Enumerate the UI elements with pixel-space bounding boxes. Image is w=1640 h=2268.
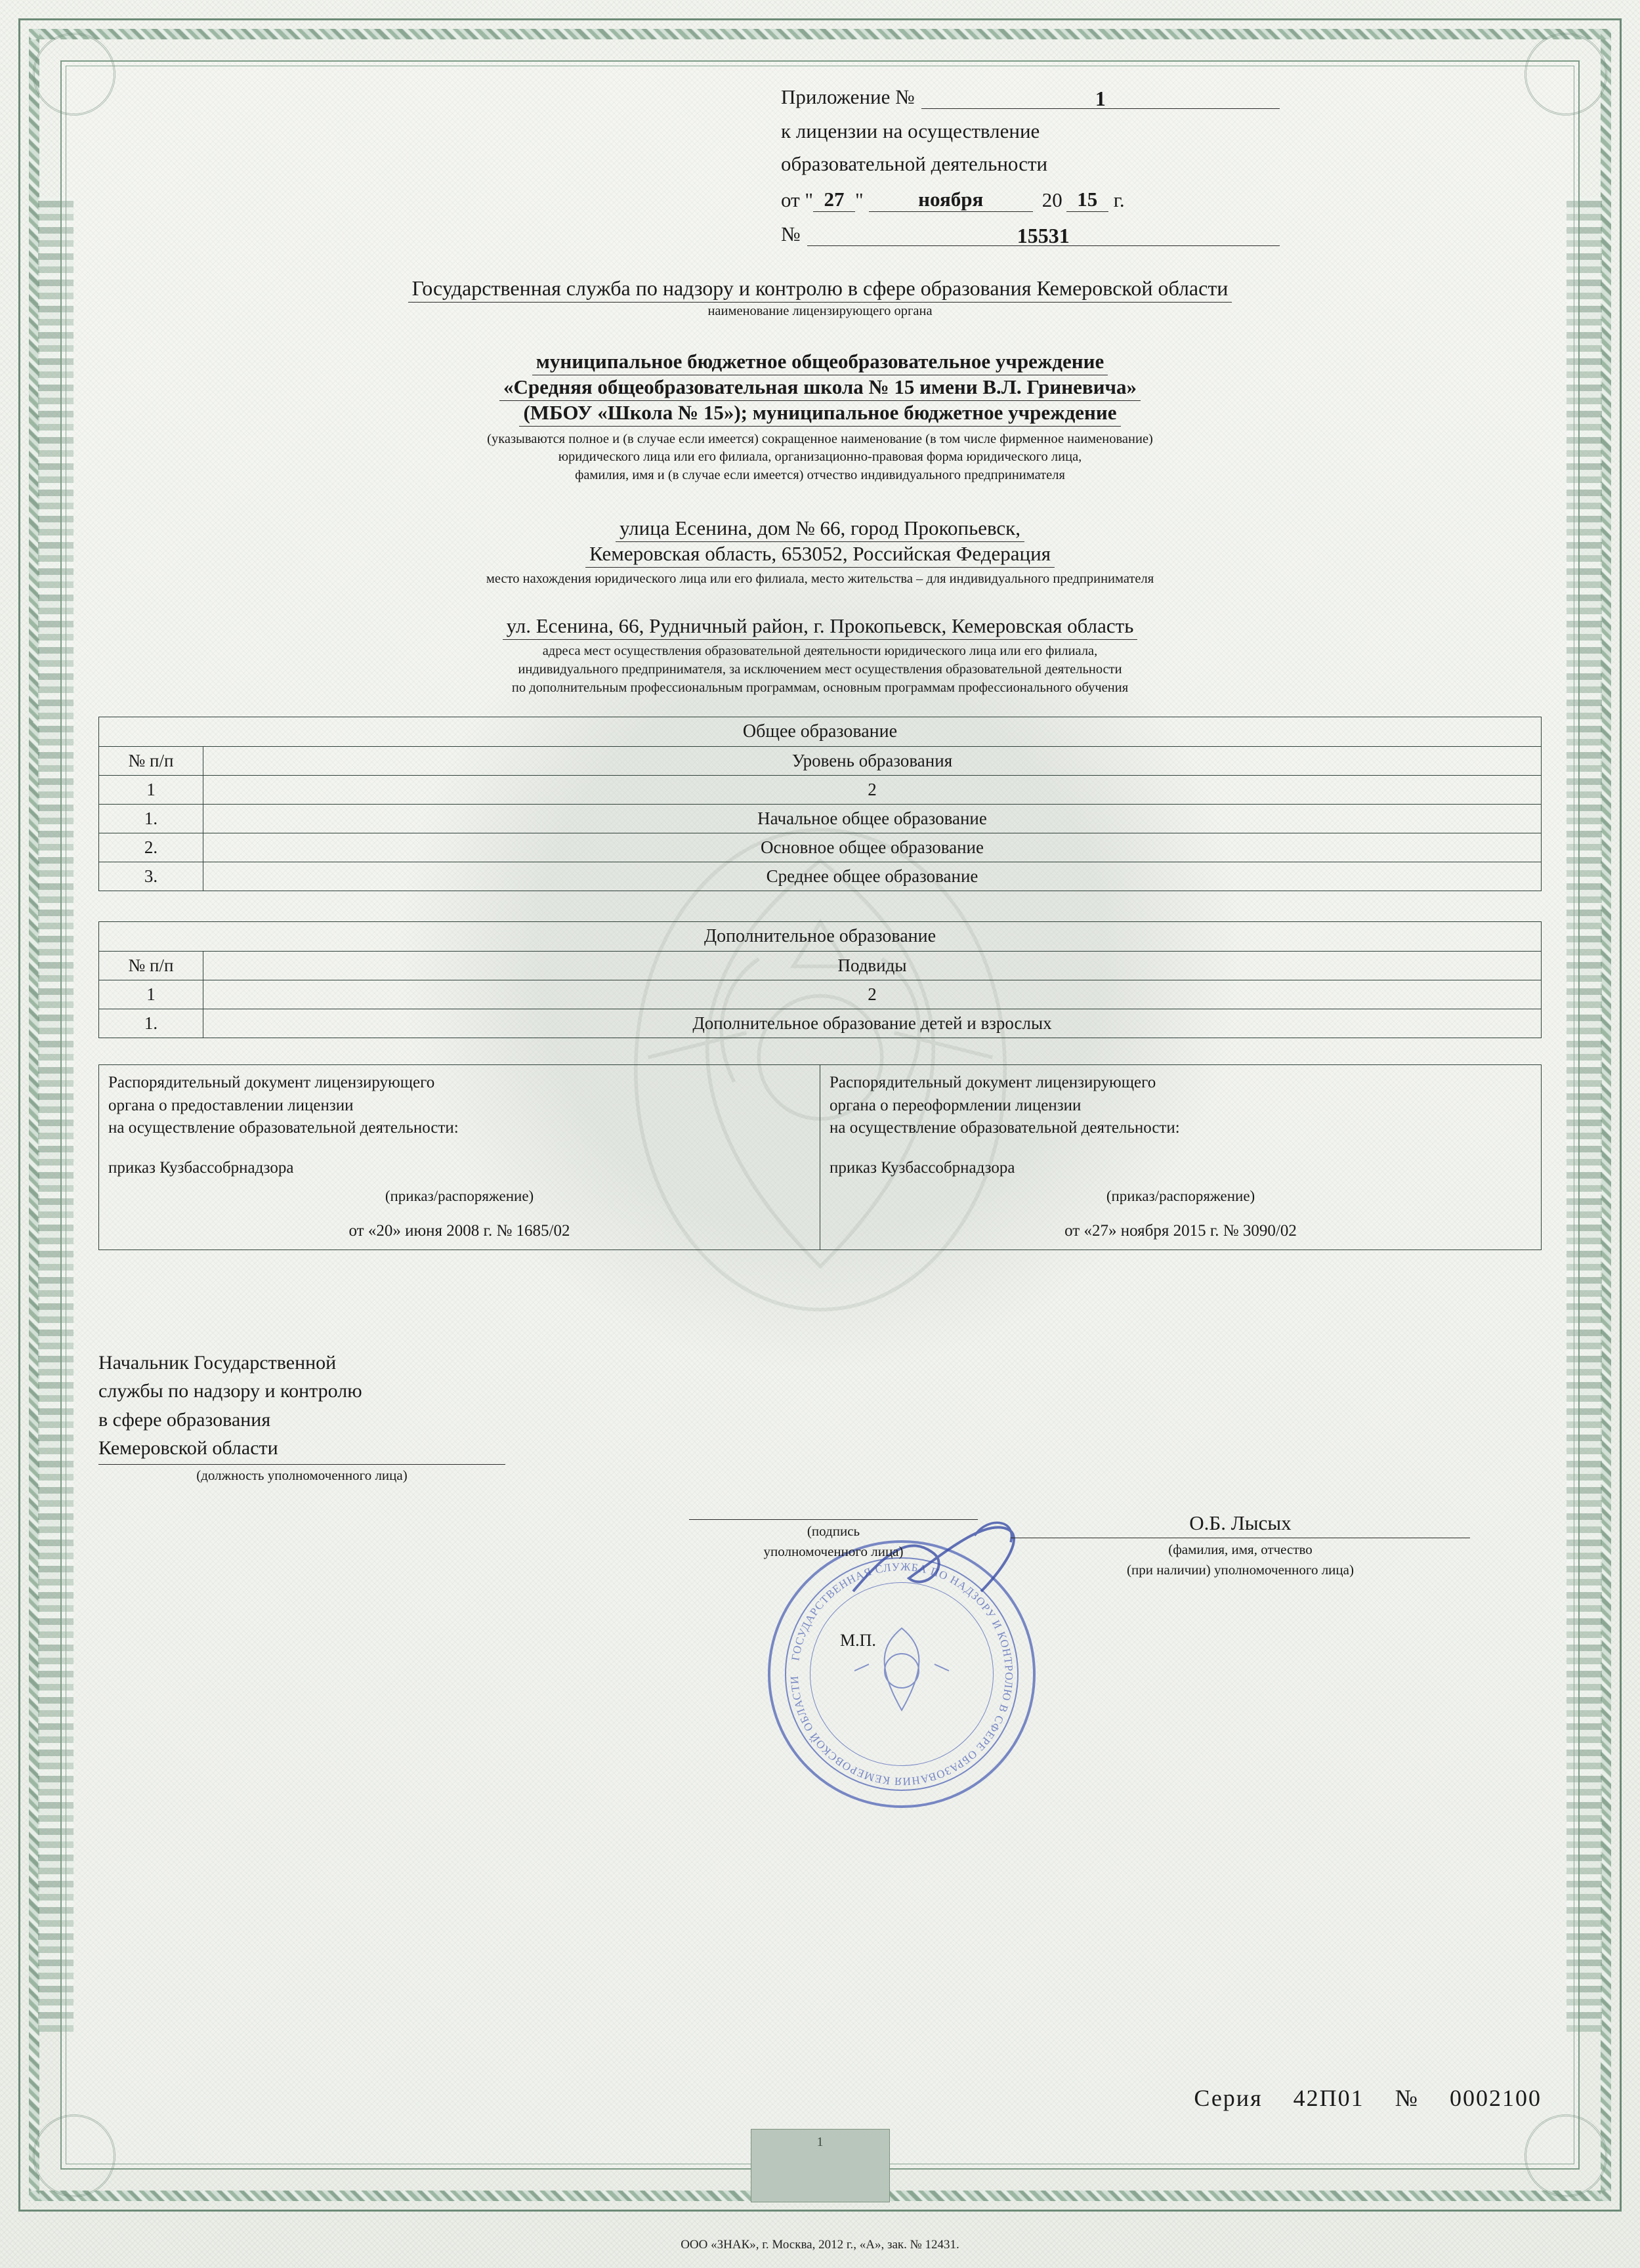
table-row: [99, 1065, 1542, 1186]
printer-note: ООО «ЗНАК», г. Москва, 2012 г., «А», зак. № 12431.: [681, 2238, 959, 2252]
number-label: №: [1395, 2085, 1419, 2111]
table-row: [99, 717, 1542, 747]
table-row: [99, 747, 1542, 776]
signature-underline: [689, 1518, 978, 1520]
general-numbering-1: 1: [99, 776, 203, 805]
position-line-2: службы по надзору и контролю: [98, 1380, 362, 1402]
activity-address-caption-3: по дополнительным профессиональным программам, основным программам профессионального обучения: [511, 680, 1129, 695]
table-row: [99, 1186, 1542, 1213]
general-row-no: 2.: [99, 833, 203, 862]
activity-line: образовательной деятельности: [781, 152, 1048, 175]
table-row: [99, 862, 1542, 891]
name-caption-1: (фамилия, имя, отчество: [1168, 1541, 1313, 1557]
organization-block: [98, 350, 1542, 485]
doc-right-date: от «27» ноября 2015 г. № 3090/02: [820, 1213, 1542, 1250]
general-row-no: 3.: [99, 862, 203, 891]
additional-numbering-2: 2: [203, 980, 1542, 1009]
date-year: 15: [1066, 188, 1108, 212]
serial-number-line: [98, 2084, 1542, 2112]
series-value: 42П01: [1293, 2085, 1364, 2111]
activity-address-caption-2: индивидуального предпринимателя, за исключением мест осуществления образовательной деятельности: [518, 662, 1122, 677]
table-row: [99, 1213, 1542, 1250]
table-row: [99, 833, 1542, 862]
position-line-1: Начальник Государственной: [98, 1351, 337, 1374]
authority-block: [98, 276, 1542, 321]
doc-left-title-3: на осуществление образовательной деятельности:: [108, 1119, 459, 1137]
number-value: 0002100: [1450, 2085, 1542, 2111]
license-number-value: 15531: [807, 226, 1280, 246]
doc-right-title-3: на осуществление образовательной деятельности:: [830, 1119, 1180, 1137]
license-number-label: №: [781, 222, 801, 245]
additional-table-title: Дополнительное образование: [99, 922, 1542, 952]
official-name: О.Б. Лысых: [1011, 1511, 1470, 1538]
appendix-label: Приложение №: [781, 85, 915, 108]
general-header-no: № п/п: [99, 747, 203, 776]
table-row: [99, 776, 1542, 805]
doc-left-titles: [99, 1065, 820, 1186]
general-row-value: Основное общее образование: [203, 833, 1542, 862]
date-from-label: от ": [781, 188, 814, 211]
organization-caption-1: (указываются полное и (в случае если имеется) сокращенное наименование (в том числе фирменное наименование): [487, 431, 1153, 446]
table-additional-education: [98, 921, 1542, 1038]
table-row: [99, 922, 1542, 952]
year-suffix: г.: [1113, 188, 1125, 211]
position-caption: (должность уполномоченного лица): [196, 1467, 408, 1483]
doc-left-caption: (приказ/распоряжение): [99, 1186, 820, 1213]
signature-caption-area: [689, 1518, 978, 1561]
legal-address-line-2: Кемеровская область, 653052, Российская Федерация: [585, 542, 1055, 568]
year-prefix: 20: [1041, 188, 1062, 211]
page-number-value: 1: [816, 2135, 824, 2149]
general-numbering-2: 2: [203, 776, 1542, 805]
position-line-3: в сфере образования: [98, 1408, 271, 1431]
position-underline: [98, 1464, 505, 1465]
doc-right-caption: (приказ/распоряжение): [820, 1186, 1542, 1213]
doc-left-title-1: Распорядительный документ лицензирующего: [108, 1074, 435, 1092]
organization-caption-3: фамилия, имя и (в случае если имеется) отчество индивидуального предпринимателя: [575, 468, 1065, 483]
table-row: [99, 980, 1542, 1009]
doc-right-body: приказ Кузбассобрнадзора: [830, 1158, 1015, 1177]
license-number-row: [781, 222, 1280, 246]
series-label: Серия: [1194, 2085, 1263, 2111]
date-quote-close: ": [855, 188, 864, 211]
mp-label: М.П.: [840, 1630, 876, 1650]
table-row: [99, 952, 1542, 980]
date-day: 27: [813, 188, 855, 212]
general-table-title: Общее образование: [99, 717, 1542, 747]
activity-address-line-1: ул. Есенина, 66, Рудничный район, г. Прокопьевск, Кемеровская область: [503, 614, 1138, 640]
general-row-no: 1.: [99, 805, 203, 833]
additional-row-value: Дополнительное образование детей и взрослых: [203, 1009, 1542, 1038]
organization-caption-2: юридического лица или его филиала, организационно-правовая форма юридического лица,: [558, 450, 1082, 465]
table-administrative-documents: [98, 1064, 1542, 1250]
signature-caption-1: (подпись: [807, 1522, 860, 1539]
authority-caption: наименование лицензирующего органа: [707, 304, 933, 318]
legal-address-block: [98, 516, 1542, 589]
general-header-level: Уровень образования: [203, 747, 1542, 776]
general-row-value: Начальное общее образование: [203, 805, 1542, 833]
position-line-4: Кемеровской области: [98, 1437, 278, 1460]
appendix-header: [781, 85, 1280, 246]
doc-right-titles: [820, 1065, 1542, 1186]
activity-address-block: [98, 614, 1542, 697]
legal-address-caption: место нахождения юридического лица или его филиала, место жительства – для индивидуального предпринимателя: [486, 571, 1154, 586]
doc-left-body: приказ Кузбассобрнадзора: [108, 1158, 294, 1177]
page-number-box: [751, 2129, 890, 2202]
to-license-line: к лицензии на осуществление: [781, 119, 1040, 142]
date-month: ноября: [869, 188, 1033, 212]
authority-name: Государственная служба по надзору и контролю в сфере образования Кемеровской области: [408, 276, 1232, 303]
organization-line-2: «Средняя общеобразовательная школа № 15 имени В.Л. Гриневича»: [499, 375, 1141, 401]
general-row-value: Среднее общее образование: [203, 862, 1542, 891]
doc-right-title-1: Распорядительный документ лицензирующего: [830, 1074, 1156, 1092]
name-caption-2: (при наличии) уполномоченного лица): [1127, 1561, 1354, 1578]
official-name-area: [1011, 1511, 1470, 1580]
corner-ornament-bottom-right: [1524, 2114, 1607, 2197]
activity-address-caption-1: адреса мест осуществления образовательной деятельности юридического лица или его филиала,: [542, 644, 1098, 659]
table-general-education: [98, 717, 1542, 891]
organization-line-1: муниципальное бюджетное общеобразовательное учреждение: [532, 350, 1108, 375]
appendix-number-value: 1: [921, 89, 1280, 109]
document-content: [98, 85, 1542, 1788]
additional-header-subtype: Подвиды: [203, 952, 1542, 980]
doc-left-date: от «20» июня 2008 г. № 1685/02: [99, 1213, 820, 1250]
legal-address-line-1: улица Есенина, дом № 66, город Прокопьевск,: [616, 516, 1024, 542]
table-row: [99, 805, 1542, 833]
license-date-row: [781, 188, 1280, 212]
organization-line-3: (МБОУ «Школа № 15»); муниципальное бюджетное учреждение: [519, 401, 1120, 427]
signature-block: [98, 1349, 1542, 1788]
svg-text:ГОСУДАРСТВЕННАЯ СЛУЖБА ПО НАДЗ: ГОСУДАРСТВЕННАЯ СЛУЖБА ПО НАДЗОРУ И КОНТРОЛЮ В СФЕРЕ ОБРАЗОВАНИЯ КЕМЕРОВСКОЙ ОБЛАСТИ: [788, 1560, 1016, 1788]
corner-ornament-bottom-left: [33, 2114, 116, 2197]
additional-row-no: 1.: [99, 1009, 203, 1038]
additional-header-no: № п/п: [99, 952, 203, 980]
additional-numbering-1: 1: [99, 980, 203, 1009]
appendix-number-row: [781, 85, 1280, 109]
signature-caption-2: уполномоченного лица): [763, 1543, 904, 1559]
table-row: [99, 1009, 1542, 1038]
doc-right-title-2: органа о переоформлении лицензии: [830, 1096, 1082, 1114]
official-position: [98, 1349, 505, 1463]
doc-left-title-2: органа о предоставлении лицензии: [108, 1096, 354, 1114]
